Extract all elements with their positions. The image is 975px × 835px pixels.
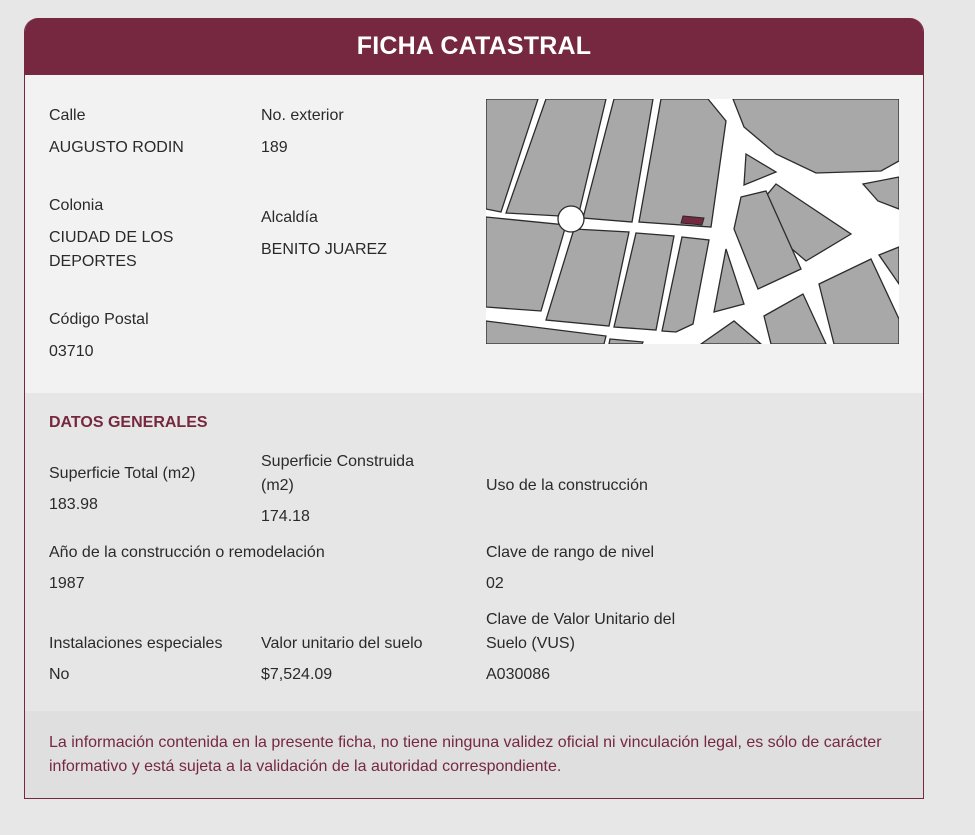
parcel-map-graphic	[486, 99, 899, 344]
valor-suelo-label: Valor unitario del suelo	[261, 635, 423, 652]
calle-label: Calle	[49, 107, 86, 124]
card-title: FICHA CATASTRAL	[356, 32, 592, 60]
vus-label: Clave de Valor Unitario del Suelo (VUS)	[486, 611, 676, 652]
parcel-map	[486, 99, 899, 344]
vus-value: A030086	[486, 666, 551, 683]
superficie-construida-value: 174.18	[261, 508, 310, 525]
colonia-value: CIUDAD DE LOS DEPORTES	[49, 229, 174, 270]
colonia-label: Colonia	[49, 197, 104, 214]
superficie-total-label: Superficie Total (m2)	[49, 465, 196, 482]
superficie-total-value: 183.98	[49, 496, 98, 513]
anio-construccion-value: 1987	[49, 575, 85, 592]
valor-suelo-value: $7,524.09	[261, 666, 333, 683]
rango-nivel-value: 02	[486, 575, 504, 592]
cadastral-card	[24, 18, 924, 799]
codigo-postal-value: 03710	[49, 343, 94, 360]
map-parcel-marker	[681, 216, 704, 225]
alcaldia-label: Alcaldía	[261, 209, 318, 226]
card-header	[25, 18, 923, 75]
rango-nivel-label: Clave de rango de nivel	[486, 544, 655, 561]
no-exterior-label: No. exterior	[261, 107, 344, 124]
instalaciones-value: No	[49, 666, 70, 683]
uso-construccion-label: Uso de la construcción	[486, 477, 648, 494]
disclaimer-section	[25, 711, 923, 798]
disclaimer-text: La información contenida en la presente ficha, no tiene ninguna validez oficial ni vinculación legal, es sólo de carácter informativo y está sujeta a la validación de la autoridad correspondiente.	[49, 734, 882, 775]
map-roundabout	[558, 206, 584, 232]
calle-value: AUGUSTO RODIN	[49, 139, 184, 156]
anio-construccion-label: Año de la construcción o remodelación	[49, 544, 325, 561]
location-section	[25, 75, 923, 393]
no-exterior-value: 189	[261, 139, 288, 156]
instalaciones-label: Instalaciones especiales	[49, 635, 223, 652]
alcaldia-value: BENITO JUAREZ	[261, 241, 387, 258]
general-data-title: DATOS GENERALES	[49, 414, 208, 431]
superficie-construida-label: Superficie Construida (m2)	[261, 453, 414, 494]
codigo-postal-label: Código Postal	[49, 311, 149, 328]
general-data-section	[25, 393, 923, 711]
